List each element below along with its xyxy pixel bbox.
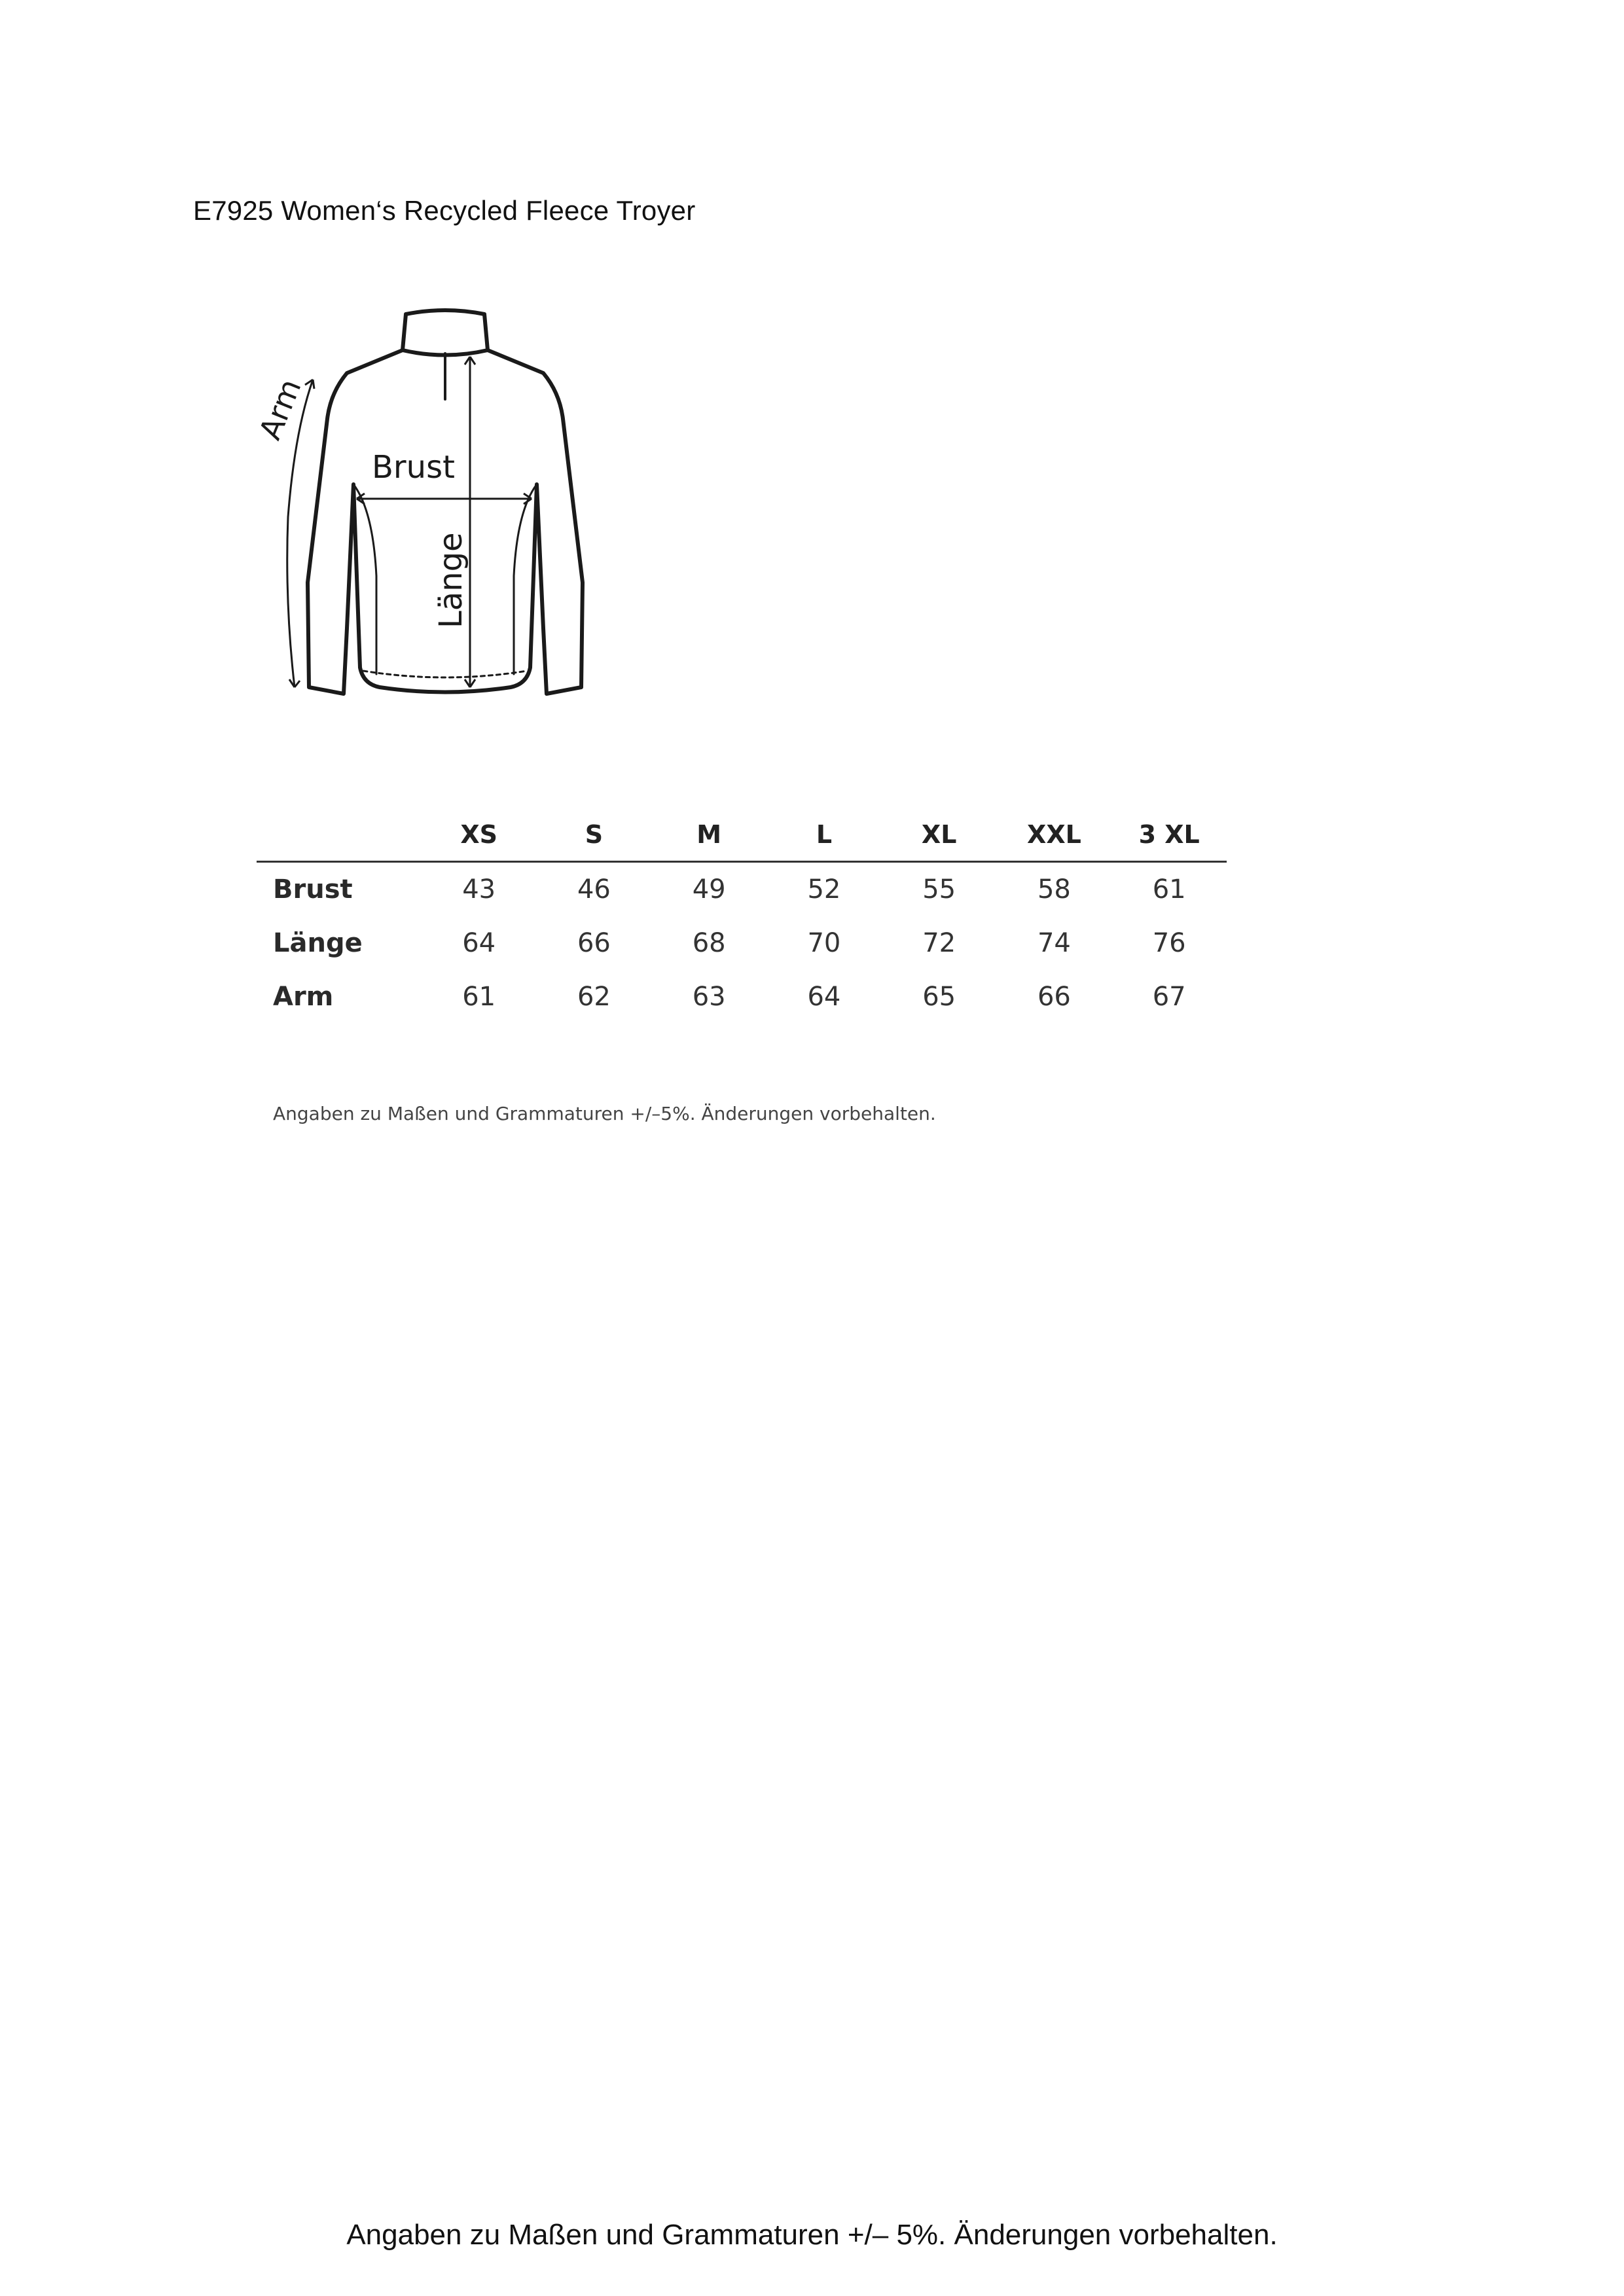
size-column-xxl: XXL <box>1027 820 1081 849</box>
size-table <box>257 808 1227 1024</box>
size-column-3xl: 3 XL <box>1138 820 1200 849</box>
table-cell: 58 <box>1037 874 1071 905</box>
table-row <box>257 863 1227 916</box>
table-cell: 65 <box>922 982 956 1012</box>
table-cell: 72 <box>922 928 956 958</box>
table-note: Angaben zu Maßen und Grammaturen +/–5%. Änderungen vorbehalten. <box>273 1103 936 1124</box>
table-cell: 66 <box>1037 982 1071 1012</box>
table-cell: 76 <box>1152 928 1186 958</box>
table-cell: 62 <box>577 982 611 1012</box>
table-row <box>257 916 1227 970</box>
arm-label: Arm <box>252 374 308 445</box>
page-title: E7925 Women‘s Recycled Fleece Troyer <box>193 195 696 226</box>
table-cell: 61 <box>1152 874 1186 905</box>
size-column-s: S <box>585 820 604 849</box>
table-cell: 52 <box>807 874 841 905</box>
size-column-l: L <box>816 820 833 849</box>
size-column-xl: XL <box>921 820 957 849</box>
table-cell: 67 <box>1152 982 1186 1012</box>
table-cell: 63 <box>692 982 726 1012</box>
table-cell: 61 <box>462 982 496 1012</box>
row-label-laenge: Länge <box>273 928 363 958</box>
table-cell: 74 <box>1037 928 1071 958</box>
table-row <box>257 970 1227 1024</box>
size-column-m: M <box>696 820 722 849</box>
row-label-brust: Brust <box>273 874 353 905</box>
table-cell: 43 <box>462 874 496 905</box>
row-label-arm: Arm <box>273 982 334 1012</box>
table-cell: 64 <box>462 928 496 958</box>
laenge-label: Länge <box>433 532 469 628</box>
table-cell: 66 <box>577 928 611 958</box>
brust-label: Brust <box>372 449 455 486</box>
table-cell: 46 <box>577 874 611 905</box>
table-cell: 64 <box>807 982 841 1012</box>
size-table-header <box>257 808 1227 863</box>
size-column-xs: XS <box>460 820 497 849</box>
fleece-troyer-icon <box>249 301 615 720</box>
table-cell: 55 <box>922 874 956 905</box>
page-footer: Angaben zu Maßen und Grammaturen +/– 5%. Änderungen vorbehalten. <box>346 2219 1278 2251</box>
table-cell: 70 <box>807 928 841 958</box>
table-cell: 68 <box>692 928 726 958</box>
table-cell: 49 <box>692 874 726 905</box>
